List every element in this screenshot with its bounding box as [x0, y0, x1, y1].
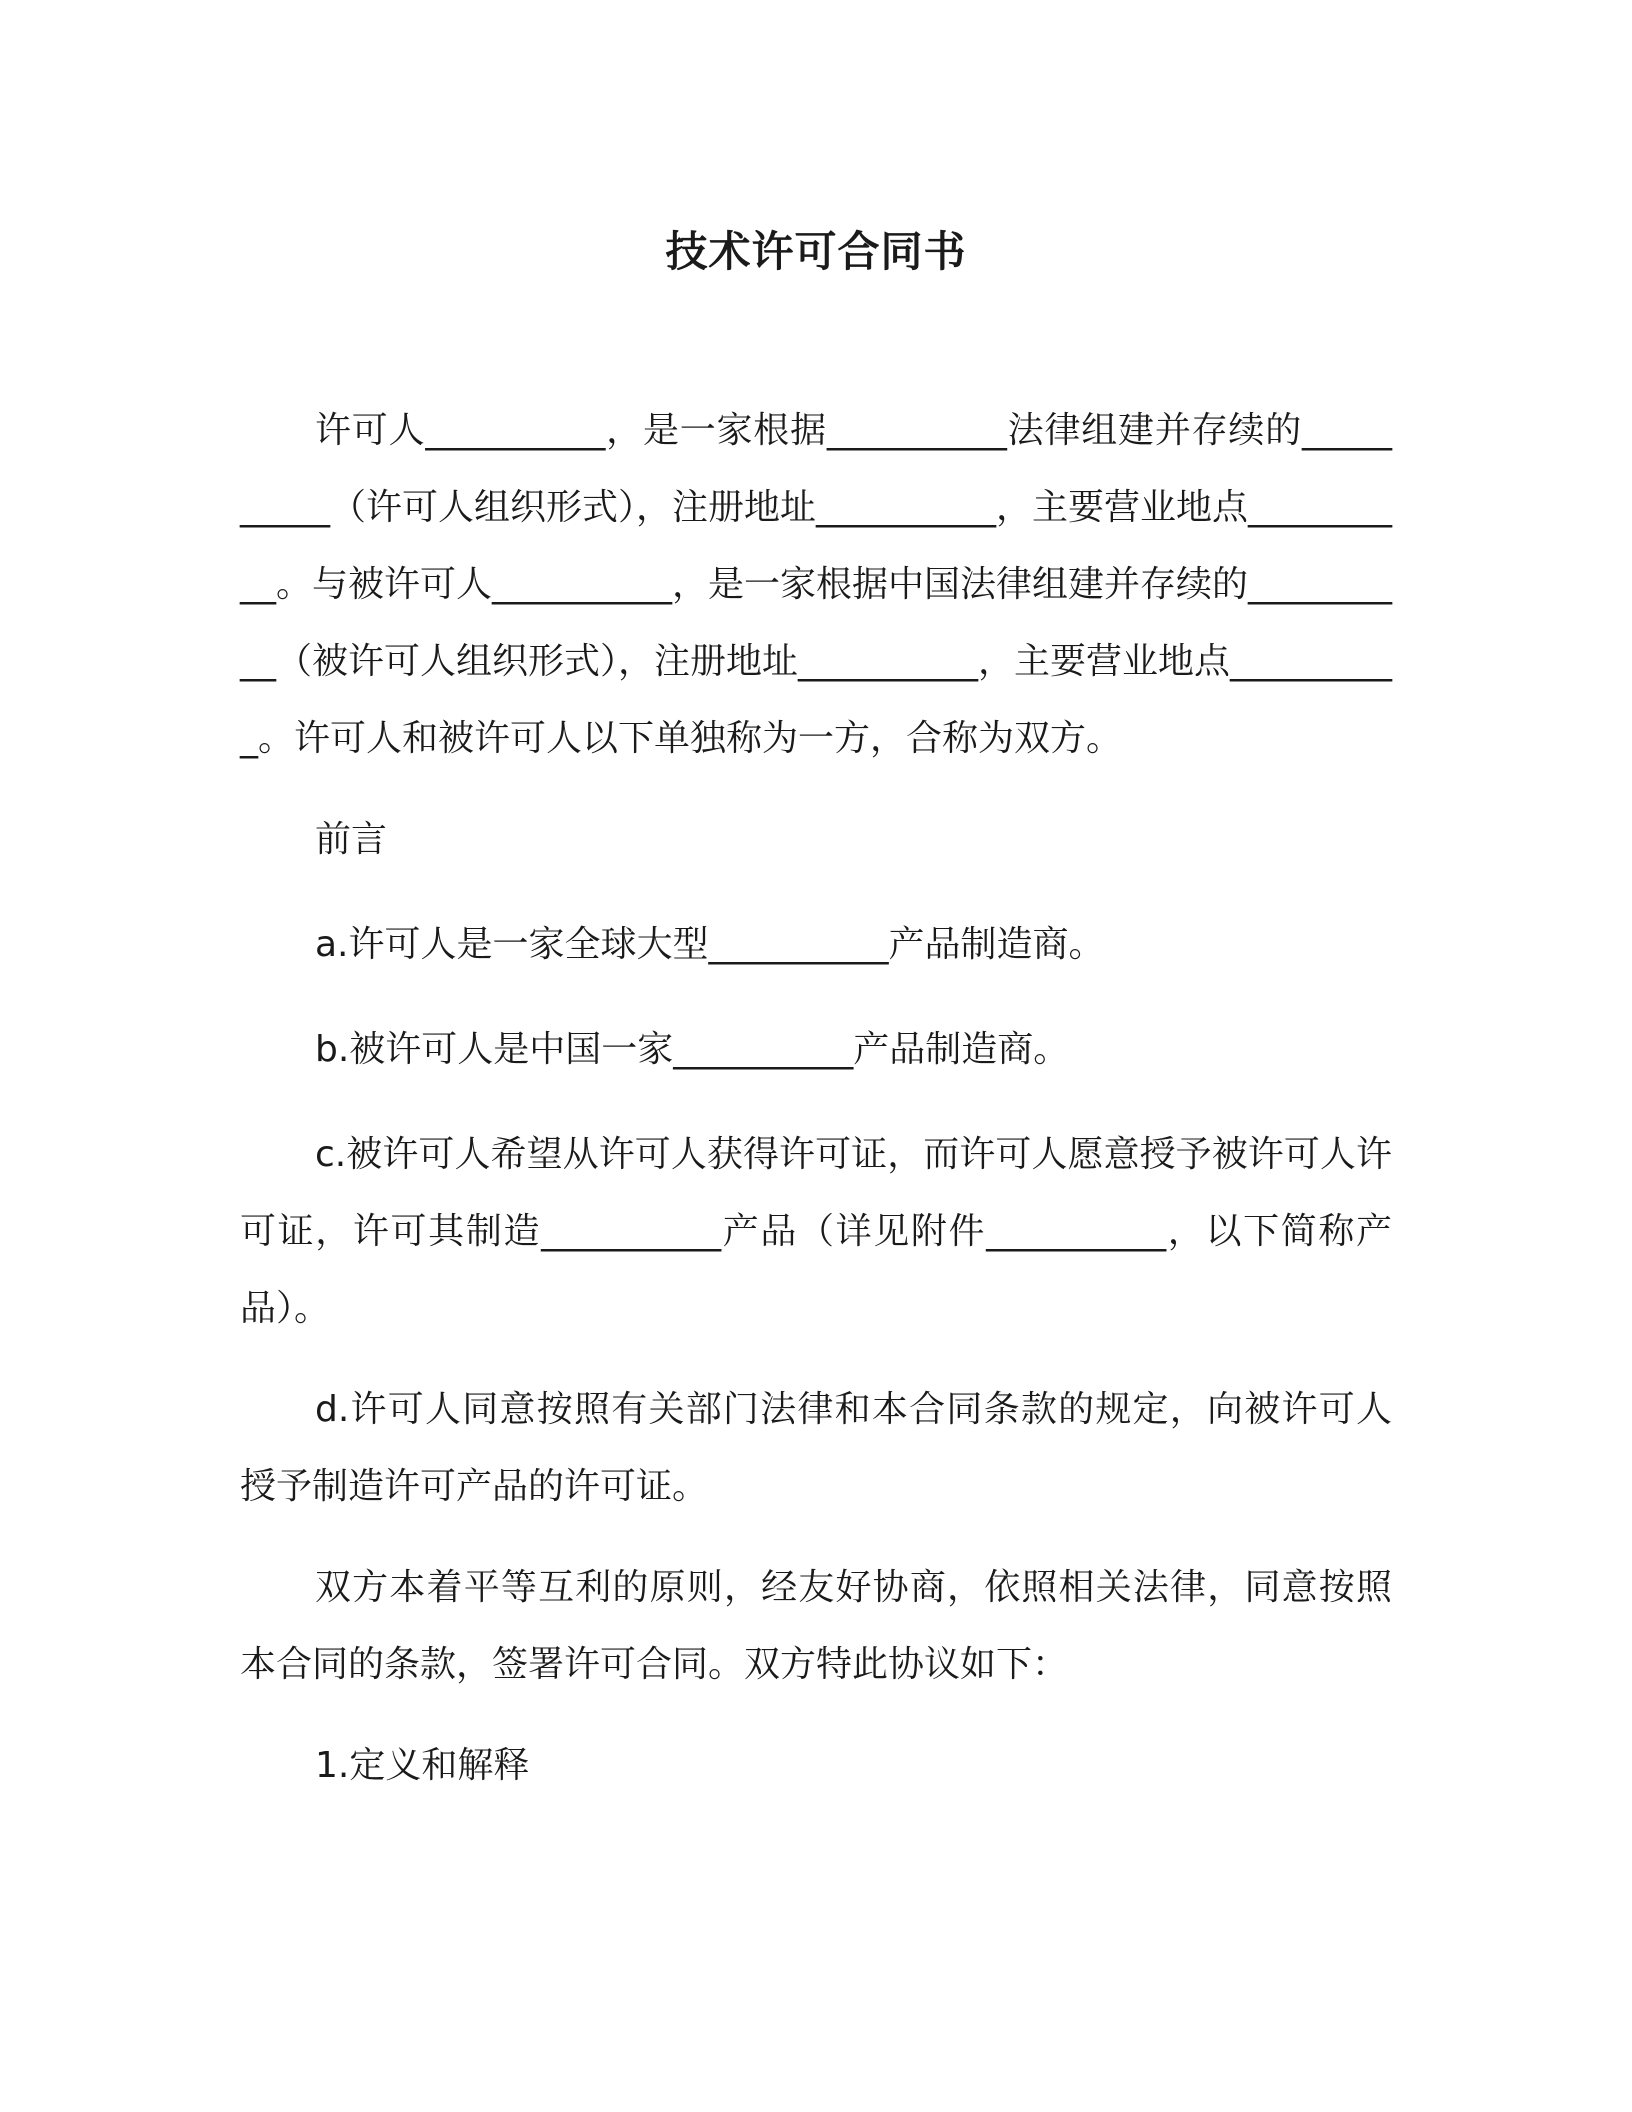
preface-heading: 前言 — [315, 819, 388, 860]
document-title: 技术许可合同书 — [665, 227, 967, 276]
preface-item-c: c.被许可人希望从许可人获得许可证，而许可人愿意授予被许可人许可证，许可其制造__________产品（详见附件__________，以下简称产品）。 — [240, 1134, 1392, 1329]
preface-item-b: b.被许可人是中国一家__________产品制造商。 — [315, 1029, 1070, 1070]
agreement-paragraph: 双方本着平等互利的原则，经友好协商，依照相关法律，同意按照本合同的条款，签署许可合同。双方特此协议如下： — [240, 1567, 1392, 1685]
document-body — [240, 392, 1392, 1828]
section-heading-definitions: 1.定义和解释 — [315, 1745, 530, 1786]
preface-item-a: a.许可人是一家全球大型__________产品制造商。 — [315, 924, 1105, 965]
preface-item-d: d.许可人同意按照有关部门法律和本合同条款的规定，向被许可人授予制造许可产品的许可证。 — [240, 1389, 1392, 1507]
parties-paragraph: 许可人__________，是一家根据__________法律组建并存续的__________（许可人组织形式），注册地址__________，主要营业地点__________。与被许可人__________，是一家根据中国法律组建并存续的__________（被许可人组织形式），注册地址__________，主要营业地点__________。许可人和被许可人以下单独称为一方，合称为双方。 — [240, 410, 1393, 759]
